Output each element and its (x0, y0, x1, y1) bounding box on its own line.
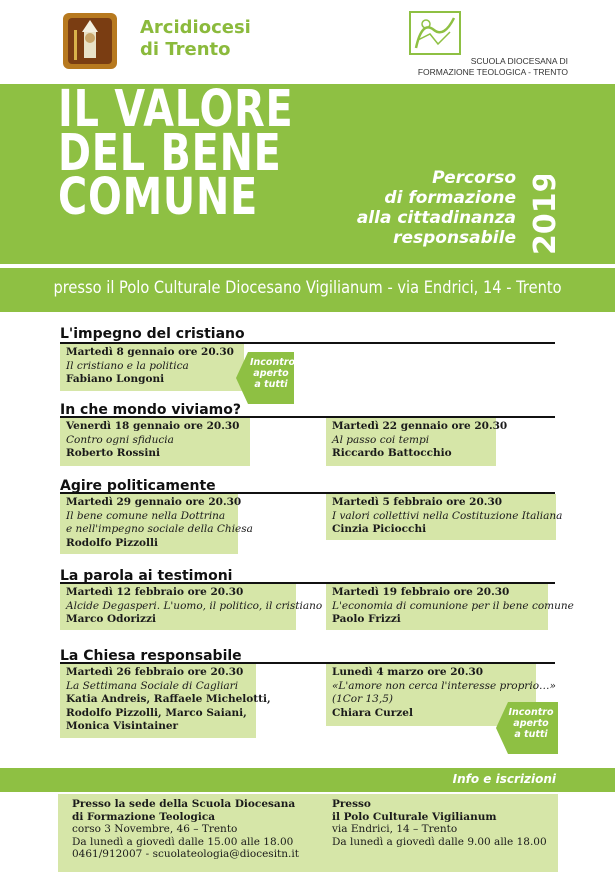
event-title: L'economia di comunione per il bene comune (332, 599, 574, 612)
title-line-3: COMUNE (58, 168, 259, 227)
section-title-3: Agire politicamente (60, 478, 216, 494)
title-line-2: DEL BENE (58, 124, 282, 183)
subtitle (300, 168, 516, 248)
tag-line-1: Incontro (508, 707, 554, 718)
address-left-line-2: di Formazione Teologica (72, 810, 216, 823)
event-date: Venerdì 18 gennaio ore 20.30 (66, 420, 240, 432)
school-name (408, 56, 568, 78)
event-title: Contro ogni sfiducia (66, 433, 174, 446)
venue-text: presso il Polo Culturale Diocesano Vigilianum - via Endrici, 14 - Trento (53, 278, 562, 298)
event-title-1: Il bene comune nella Dottrina (66, 509, 226, 522)
event-title-1: «L'amore non cerca l'interesse proprio…» (332, 679, 556, 692)
subtitle-line-1: Percorso (432, 168, 516, 188)
tag-line-3: a tutti (254, 379, 288, 390)
event-date: Martedì 19 febbraio ore 20.30 (332, 586, 510, 598)
section-title-4: La parola ai testimoni (60, 568, 233, 584)
subtitle-line-2: di formazione (384, 188, 516, 208)
address-left-line-1: Presso la sede della Scuola Diocesana (72, 798, 296, 810)
event-speaker: Fabiano Longoni (66, 373, 165, 385)
school-line-2: FORMAZIONE TEOLOGICA - TRENTO (417, 67, 568, 77)
event-date: Martedì 12 febbraio ore 20.30 (66, 586, 244, 598)
event-speaker-2: Rodolfo Pizzolli, Marco Saiani, (66, 706, 247, 719)
event-4b (332, 586, 574, 627)
tag-line-3: a tutti (514, 729, 548, 740)
subtitle-line-4: responsabile (393, 228, 516, 248)
event-date: Martedì 8 gennaio ore 20.30 (66, 346, 234, 358)
address-right-line-4: Da lunedì a giovedì dalle 9.00 alle 18.00 (332, 835, 547, 848)
event-speaker: Roberto Rossini (66, 447, 160, 459)
tag-line-1: Incontro (250, 357, 295, 368)
school-line-1: SCUOLA DIOCESANA DI (470, 56, 568, 66)
event-date: Martedì 29 gennaio ore 20.30 (66, 496, 242, 508)
title-line-1: IL VALORE (58, 80, 294, 139)
subtitle-line-3: alla cittadinanza (356, 208, 516, 228)
address-left (72, 798, 299, 861)
address-left-line-5: 0461/912007 - scuolateologia@diocesitn.it (72, 848, 299, 860)
event-speaker: Cinzia Piciocchi (332, 523, 427, 535)
address-right-line-2: il Polo Culturale Vigilianum (332, 810, 497, 823)
address-right-line-1: Presso (332, 798, 371, 810)
open-to-all-tag-2 (508, 707, 554, 740)
event-speaker-1: Katia Andreis, Raffaele Michelotti, (66, 693, 271, 705)
org-line-1: Arcidiocesi (140, 17, 251, 38)
event-2b (332, 420, 507, 461)
open-to-all-tag-1 (250, 357, 295, 390)
event-date: Martedì 26 febbraio ore 20.30 (66, 666, 244, 678)
event-speaker: Riccardo Battocchio (332, 447, 452, 459)
address-right (332, 798, 547, 848)
archdiocese-name (140, 17, 251, 61)
event-date: Lunedì 4 marzo ore 20.30 (332, 666, 484, 678)
event-title-2: e nell'impegno sociale della Chiesa (66, 523, 253, 535)
event-speaker: Chiara Curzel (332, 706, 413, 719)
school-logo (408, 10, 558, 62)
info-label: Info e iscrizioni (452, 772, 556, 786)
address-right-line-3: via Endrici, 14 – Trento (332, 823, 458, 835)
event-date: Martedì 5 febbraio ore 20.30 (332, 496, 503, 508)
year-badge (528, 175, 562, 257)
main-title (58, 80, 294, 227)
event-3b (332, 496, 562, 537)
event-title: Al passo coi tempi (332, 433, 430, 446)
event-speaker: Rodolfo Pizzolli (66, 536, 159, 549)
section-title-1: L'impegno del cristiano (60, 326, 245, 342)
event-title: La Settimana Sociale di Cagliari (66, 679, 239, 692)
event-speaker: Marco Odorizzi (66, 613, 156, 625)
address-left-line-4: Da lunedì a giovedì dalle 15.00 alle 18.00 (72, 835, 294, 848)
tag-line-2: aperto (253, 368, 289, 379)
event-title: I valori collettivi nella Costituzione Italiana (332, 509, 563, 522)
archdiocese-logo (62, 12, 118, 70)
org-line-2: di Trento (140, 39, 231, 60)
address-left-line-3: corso 3 Novembre, 46 – Trento (72, 823, 238, 835)
event-date: Martedì 22 gennaio ore 20.30 (332, 420, 508, 432)
event-4a (66, 586, 322, 627)
event-2a (66, 420, 239, 461)
event-title-2: (1Cor 13,5) (332, 693, 393, 705)
event-speaker: Paolo Frizzi (332, 613, 401, 625)
event-title: Il cristiano e la politica (66, 359, 189, 372)
year-text: 2019 (528, 175, 562, 255)
event-3a (66, 496, 253, 550)
event-title: Alcide Degasperi. L'uomo, il politico, il cristiano (66, 599, 323, 612)
event-1a (66, 346, 234, 387)
event-speaker-3: Monica Visintainer (66, 720, 179, 732)
tag-line-2: aperto (513, 718, 549, 729)
event-5a (66, 666, 271, 734)
section-title-5: La Chiesa responsabile (60, 648, 242, 664)
section-title-2: In che mondo viviamo? (60, 402, 241, 418)
